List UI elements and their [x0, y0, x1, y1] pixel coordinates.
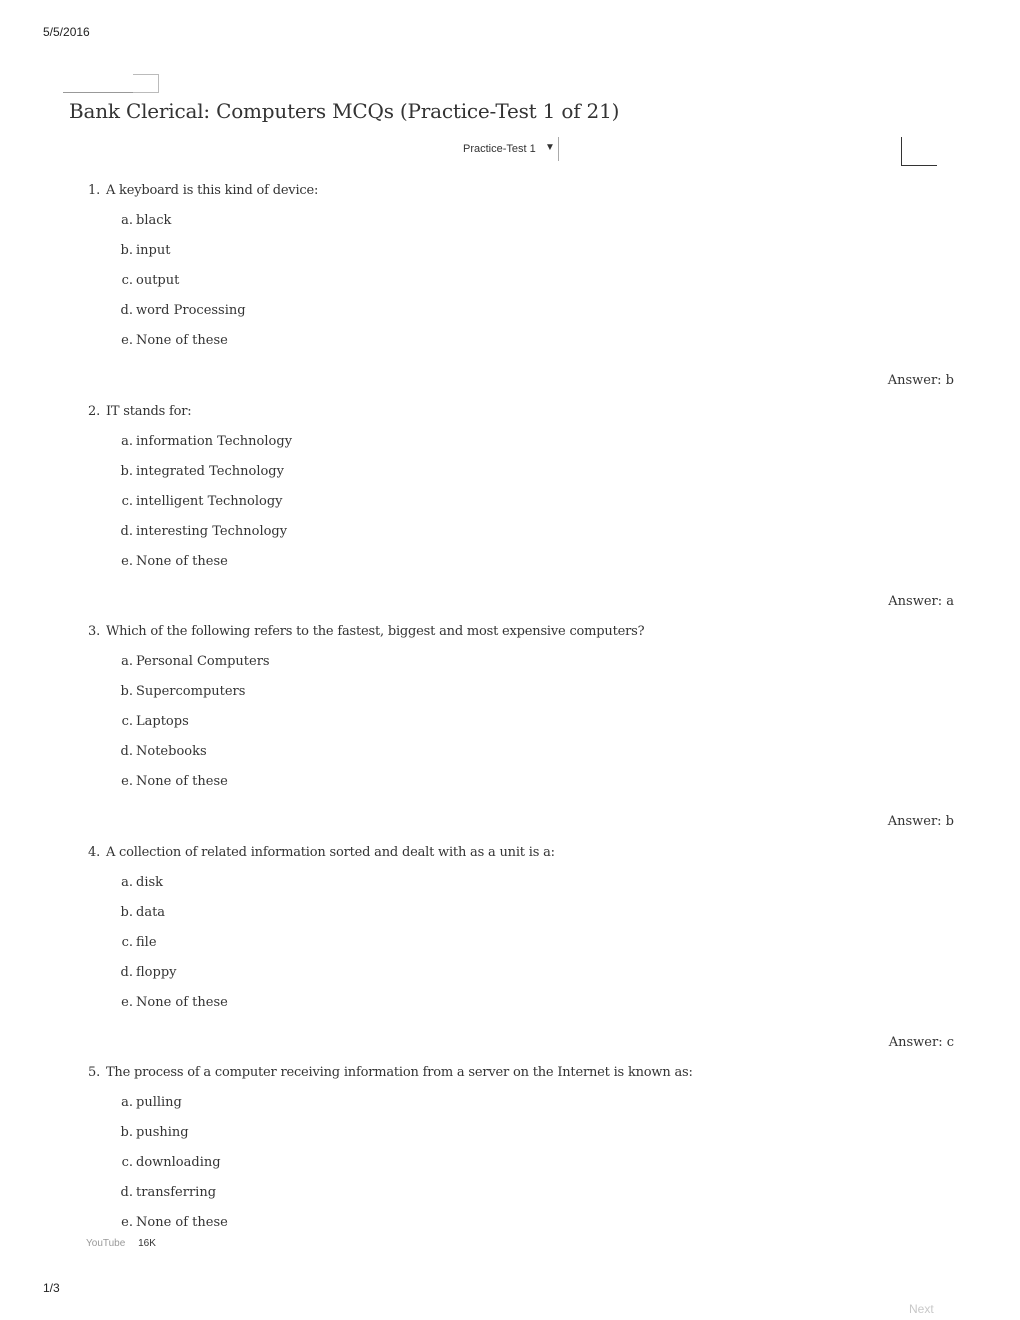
option-label: c. [121, 935, 133, 950]
answer-text: Answer: c [888, 1035, 954, 1050]
question-text [88, 1065, 954, 1080]
option-label: c. [121, 1155, 133, 1170]
option-item [88, 714, 954, 744]
option-item [88, 494, 954, 524]
option-label: a. [121, 654, 133, 669]
option-label: e. [121, 1215, 133, 1230]
option-item [88, 654, 954, 684]
option-text: downloading [136, 1155, 221, 1170]
question-text [88, 624, 954, 639]
option-text: word Processing [136, 303, 246, 318]
option-text: input [136, 243, 171, 258]
dropdown-selected-value: Practice-Test 1 [463, 143, 536, 155]
print-date: 5/5/2016 [43, 25, 90, 39]
option-label: b. [120, 684, 133, 699]
option-item [88, 875, 954, 905]
option-item [88, 935, 954, 965]
question-2 [88, 404, 954, 609]
question-number: 1. [88, 183, 101, 198]
option-text: pulling [136, 1095, 182, 1110]
question-number: 4. [88, 845, 101, 860]
next-link[interactable]: Next [909, 1302, 934, 1316]
option-label: a. [121, 213, 133, 228]
practice-test-dropdown[interactable] [456, 137, 559, 161]
option-text: Laptops [136, 714, 189, 729]
page-number: 1/3 [43, 1281, 60, 1295]
page-title: Bank Clerical: Computers MCQs (Practice-Test 1 of 21) [69, 99, 620, 123]
option-text: integrated Technology [136, 464, 284, 479]
option-item [88, 744, 954, 774]
option-item [88, 1215, 954, 1245]
question-1 [88, 183, 954, 388]
subscriber-count: 16K [138, 1238, 156, 1249]
logo-underline [63, 92, 133, 93]
option-text: None of these [136, 554, 228, 569]
option-item [88, 434, 954, 464]
youtube-subscribe-widget[interactable] [86, 1238, 156, 1249]
option-label: d. [120, 303, 133, 318]
question-text [88, 845, 954, 860]
corner-bracket-mark [901, 137, 937, 166]
option-item [88, 524, 954, 554]
option-text: file [136, 935, 157, 950]
option-item [88, 464, 954, 494]
answer-text: Answer: a [888, 594, 954, 609]
option-label: c. [121, 494, 133, 509]
option-item [88, 303, 954, 333]
option-text: transferring [136, 1185, 217, 1200]
option-label: c. [121, 714, 133, 729]
option-text: disk [136, 875, 164, 890]
option-text: interesting Technology [136, 524, 288, 539]
option-item [88, 1095, 954, 1125]
option-item [88, 333, 954, 363]
option-text: Personal Computers [136, 654, 270, 669]
question-prompt: Which of the following refers to the fastest, biggest and most expensive computers? [105, 624, 645, 639]
option-label: b. [120, 243, 133, 258]
question-prompt: A keyboard is this kind of device: [105, 183, 319, 198]
question-number: 3. [88, 624, 101, 639]
option-item [88, 1125, 954, 1155]
option-label: b. [120, 464, 133, 479]
option-label: a. [121, 1095, 133, 1110]
option-label: d. [120, 524, 133, 539]
question-3 [88, 624, 954, 829]
option-label: a. [121, 875, 133, 890]
option-text: None of these [136, 333, 228, 348]
option-label: b. [120, 1125, 133, 1140]
option-label: c. [121, 273, 133, 288]
option-item [88, 1155, 954, 1185]
option-item [88, 774, 954, 804]
youtube-label: YouTube [86, 1238, 126, 1249]
option-label: b. [120, 905, 133, 920]
option-text: intelligent Technology [136, 494, 283, 509]
question-text [88, 183, 954, 198]
option-text: black [136, 213, 172, 228]
option-label: d. [120, 744, 133, 759]
option-text: floppy [136, 965, 177, 980]
option-label: e. [121, 554, 133, 569]
question-number: 5. [88, 1065, 101, 1080]
option-item [88, 1185, 954, 1215]
option-item [88, 273, 954, 303]
option-item [88, 684, 954, 714]
option-item [88, 965, 954, 995]
question-prompt: A collection of related information sorted and dealt with as a unit is a: [105, 845, 555, 860]
option-label: d. [120, 965, 133, 980]
dropdown-arrow-icon: ▼ [545, 142, 555, 153]
option-text: None of these [136, 995, 228, 1010]
question-5 [88, 1065, 954, 1245]
logo-box [133, 74, 159, 93]
question-text [88, 404, 954, 419]
option-label: a. [121, 434, 133, 449]
option-item [88, 213, 954, 243]
option-label: e. [121, 333, 133, 348]
question-prompt: IT stands for: [105, 404, 192, 419]
option-label: d. [120, 1185, 133, 1200]
option-label: e. [121, 995, 133, 1010]
option-item [88, 554, 954, 584]
option-text: None of these [136, 1215, 228, 1230]
question-number: 2. [88, 404, 101, 419]
option-item [88, 243, 954, 273]
option-text: Notebooks [136, 744, 207, 759]
question-prompt: The process of a computer receiving information from a server on the Internet is known as: [105, 1065, 693, 1080]
option-item [88, 905, 954, 935]
option-text: data [136, 905, 166, 920]
option-text: information Technology [136, 434, 293, 449]
option-label: e. [121, 774, 133, 789]
answer-text: Answer: b [887, 814, 954, 829]
option-text: pushing [136, 1125, 189, 1140]
question-4 [88, 845, 954, 1050]
answer-text: Answer: b [887, 373, 954, 388]
option-item [88, 995, 954, 1025]
site-logo-fragment [63, 74, 160, 93]
option-text: None of these [136, 774, 228, 789]
option-text: Supercomputers [136, 684, 246, 699]
option-text: output [136, 273, 180, 288]
